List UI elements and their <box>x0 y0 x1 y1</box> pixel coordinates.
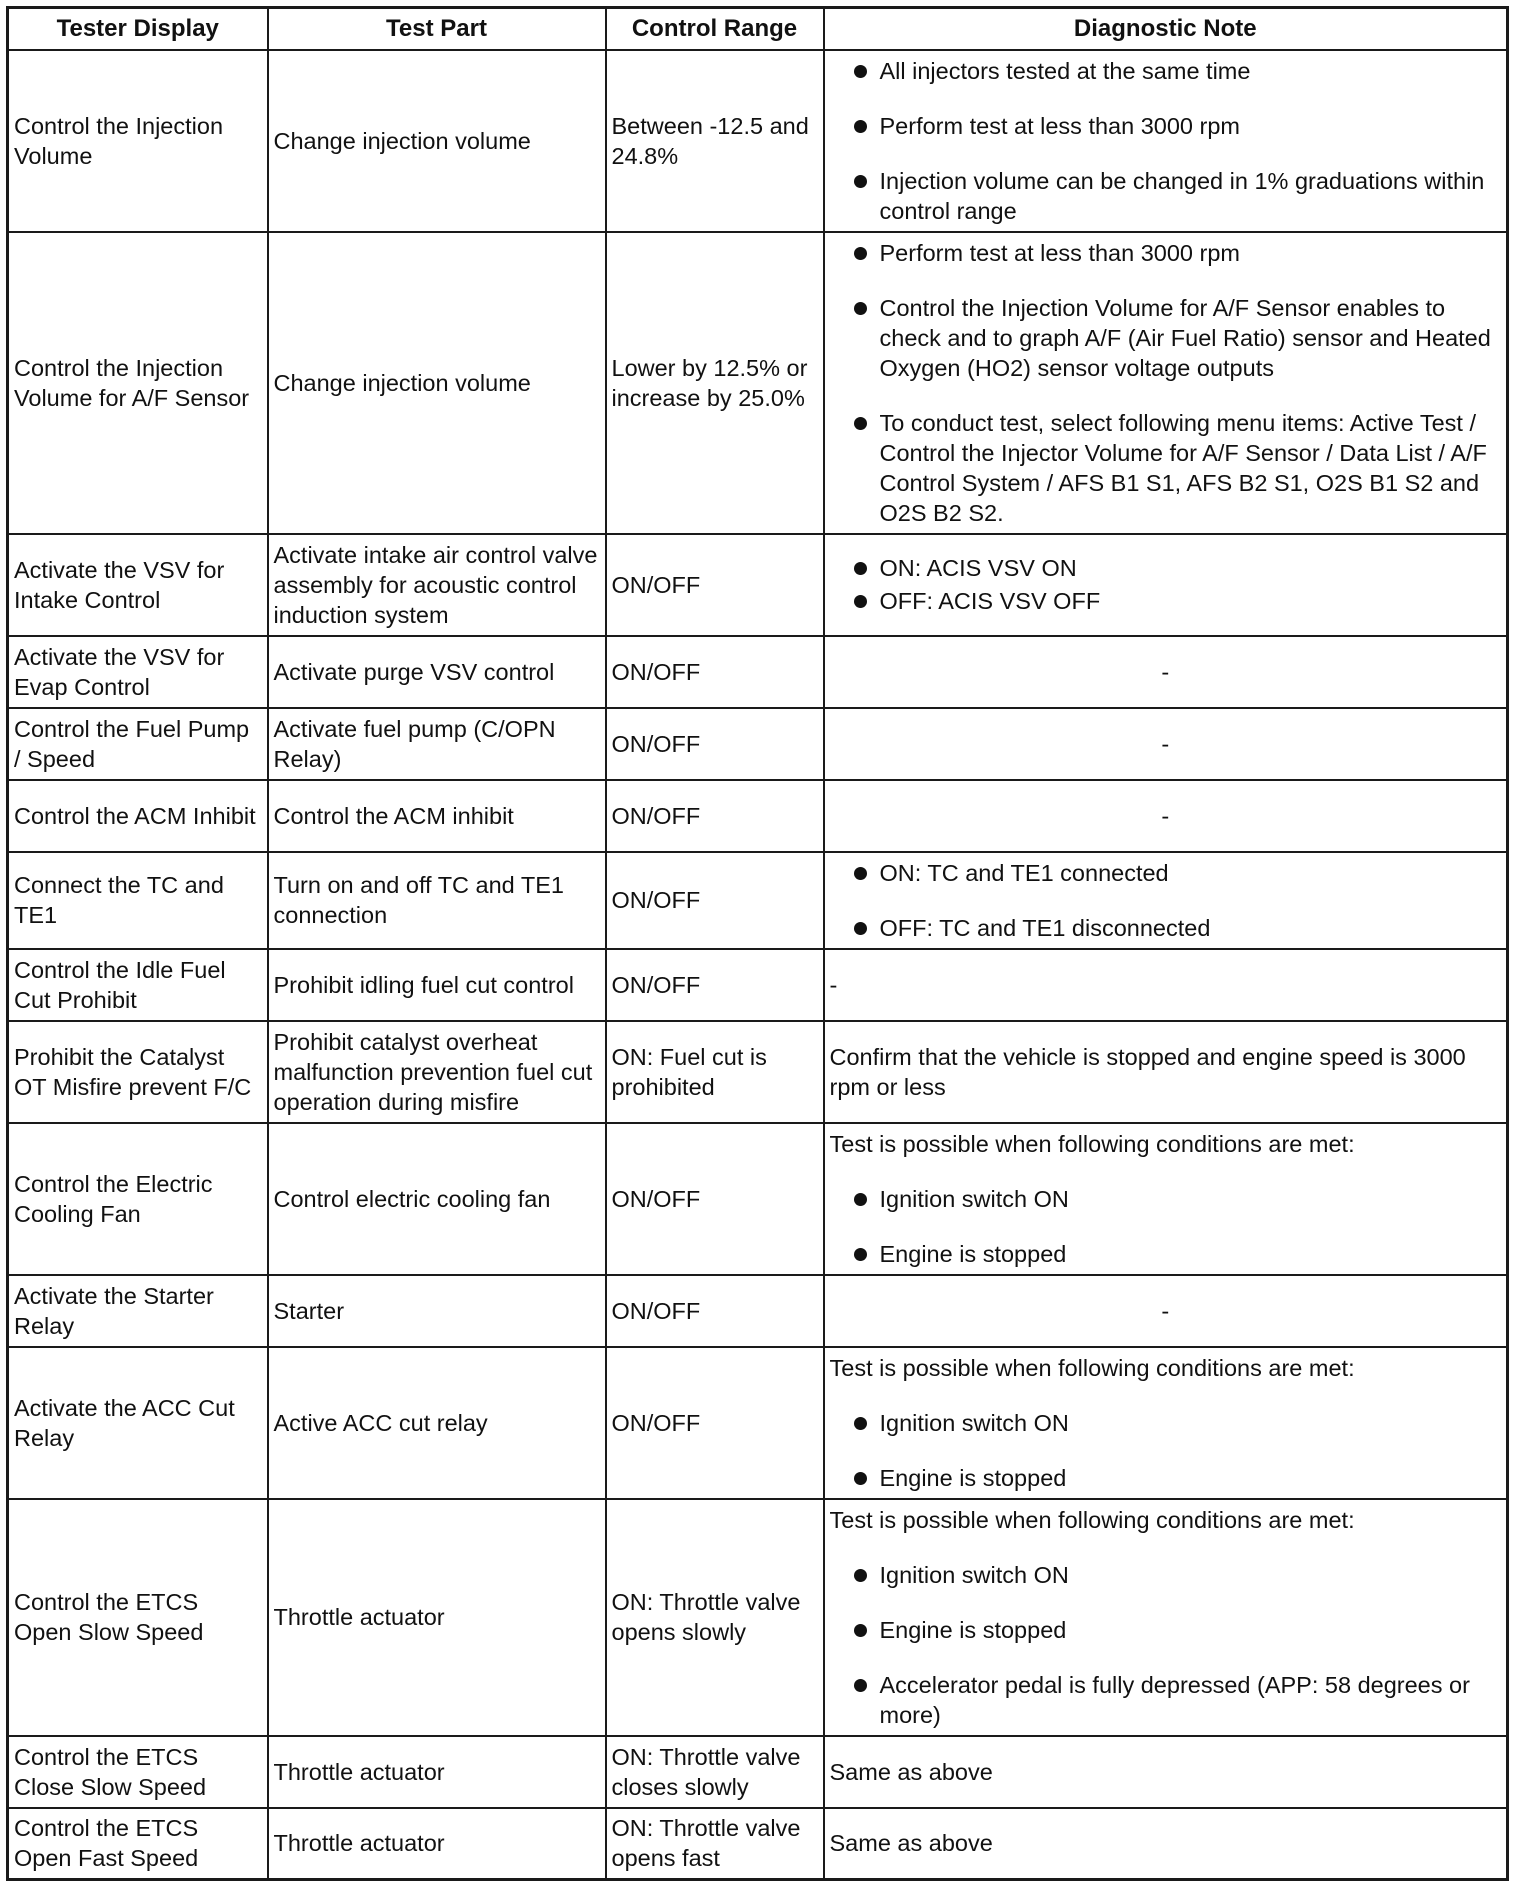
diagnostic-note-cell <box>824 534 1508 636</box>
table-row <box>8 1736 1508 1808</box>
table-row <box>8 1499 1508 1736</box>
note-list <box>830 1560 1502 1730</box>
control-range-cell: ON: Throttle valve opens slowly <box>606 1499 824 1736</box>
diagnostic-note-cell: - <box>824 780 1508 852</box>
test-part-cell: Active ACC cut relay <box>268 1347 606 1499</box>
note-lead: Test is possible when following conditions are met: <box>829 1130 1355 1157</box>
test-part-cell: Activate purge VSV control <box>268 636 606 708</box>
test-part-cell: Activate fuel pump (C/OPN Relay) <box>268 708 606 780</box>
tester-display-cell: Control the ETCS Open Slow Speed <box>8 1499 268 1736</box>
table-row <box>8 949 1508 1021</box>
tester-display-cell: Control the ACM Inhibit <box>8 780 268 852</box>
test-part-cell: Turn on and off TC and TE1 connection <box>268 852 606 949</box>
note-item: Ignition switch ON <box>830 1560 1502 1590</box>
tester-display-cell: Activate the ACC Cut Relay <box>8 1347 268 1499</box>
test-part-cell: Prohibit catalyst overheat malfunction prevention fuel cut operation during misfire <box>268 1021 606 1123</box>
diagnostic-note-cell <box>824 232 1508 534</box>
table-row <box>8 232 1508 534</box>
tester-display-cell: Control the Electric Cooling Fan <box>8 1123 268 1275</box>
table-row <box>8 1021 1508 1123</box>
control-range-cell: ON/OFF <box>606 1275 824 1347</box>
note-item: All injectors tested at the same time <box>830 56 1502 86</box>
note-item: Ignition switch ON <box>830 1184 1502 1214</box>
tester-display-cell: Control the Injection Volume <box>8 50 268 232</box>
control-range-cell: ON/OFF <box>606 852 824 949</box>
control-range-cell: Lower by 12.5% or increase by 25.0% <box>606 232 824 534</box>
tester-display-cell: Connect the TC and TE1 <box>8 852 268 949</box>
tester-display-cell: Control the ETCS Open Fast Speed <box>8 1808 268 1880</box>
control-range-cell: ON/OFF <box>606 949 824 1021</box>
note-item: Engine is stopped <box>830 1615 1502 1645</box>
header-tester-display: Tester Display <box>8 8 268 50</box>
note-item: Engine is stopped <box>830 1239 1502 1269</box>
tester-display-cell: Prohibit the Catalyst OT Misfire prevent F/C <box>8 1021 268 1123</box>
test-part-cell: Prohibit idling fuel cut control <box>268 949 606 1021</box>
test-part-cell: Throttle actuator <box>268 1499 606 1736</box>
control-range-cell: ON/OFF <box>606 1347 824 1499</box>
note-item: Ignition switch ON <box>830 1408 1502 1438</box>
table-row <box>8 852 1508 949</box>
table-row <box>8 1123 1508 1275</box>
test-part-cell: Throttle actuator <box>268 1808 606 1880</box>
control-range-cell: ON/OFF <box>606 780 824 852</box>
test-part-cell: Control electric cooling fan <box>268 1123 606 1275</box>
table-row <box>8 534 1508 636</box>
note-item: Perform test at less than 3000 rpm <box>830 111 1502 141</box>
control-range-cell: ON/OFF <box>606 534 824 636</box>
note-item: OFF: TC and TE1 disconnected <box>830 913 1502 943</box>
test-part-cell: Control the ACM inhibit <box>268 780 606 852</box>
note-item: Perform test at less than 3000 rpm <box>830 238 1502 268</box>
test-part-cell: Change injection volume <box>268 232 606 534</box>
header-diagnostic-note: Diagnostic Note <box>824 8 1508 50</box>
diagnostic-note-cell: Same as above <box>824 1808 1508 1880</box>
note-list <box>830 1408 1502 1493</box>
note-list <box>830 56 1502 226</box>
active-test-table-container <box>6 6 1506 1881</box>
note-item: To conduct test, select following menu items: Active Test / Control the Injector Volume for A/F Sensor / Data List / A/F Control System / AFS B1 S1, AFS B2 S1, O2S B1 S2 and O2S B2 S2. <box>830 408 1502 528</box>
note-lead: Test is possible when following conditions are met: <box>829 1506 1355 1533</box>
control-range-cell: ON/OFF <box>606 1123 824 1275</box>
tester-display-cell: Control the ETCS Close Slow Speed <box>8 1736 268 1808</box>
note-item: ON: ACIS VSV ON <box>830 553 1502 583</box>
tester-display-cell: Control the Fuel Pump / Speed <box>8 708 268 780</box>
table-row <box>8 708 1508 780</box>
diagnostic-note-cell: - <box>824 949 1508 1021</box>
control-range-cell: ON/OFF <box>606 636 824 708</box>
note-lead: Test is possible when following conditions are met: <box>829 1354 1355 1381</box>
note-list <box>830 858 1502 943</box>
diagnostic-note-cell: Confirm that the vehicle is stopped and engine speed is 3000 rpm or less <box>824 1021 1508 1123</box>
diagnostic-note-cell: - <box>824 1275 1508 1347</box>
table-row <box>8 1347 1508 1499</box>
control-range-cell: ON: Throttle valve opens fast <box>606 1808 824 1880</box>
tester-display-cell: Activate the VSV for Evap Control <box>8 636 268 708</box>
diagnostic-note-cell <box>824 1499 1508 1736</box>
note-item: Injection volume can be changed in 1% graduations within control range <box>830 166 1502 226</box>
header-test-part: Test Part <box>268 8 606 50</box>
test-part-cell: Activate intake air control valve assembly for acoustic control induction system <box>268 534 606 636</box>
test-part-cell: Starter <box>268 1275 606 1347</box>
test-part-cell: Throttle actuator <box>268 1736 606 1808</box>
note-item: Accelerator pedal is fully depressed (APP: 58 degrees or more) <box>830 1670 1502 1730</box>
diagnostic-note-cell <box>824 1123 1508 1275</box>
note-list <box>830 238 1502 528</box>
test-part-cell: Change injection volume <box>268 50 606 232</box>
note-item: OFF: ACIS VSV OFF <box>830 586 1502 616</box>
table-row <box>8 780 1508 852</box>
table-row <box>8 50 1508 232</box>
note-item: Engine is stopped <box>830 1463 1502 1493</box>
diagnostic-note-cell: Same as above <box>824 1736 1508 1808</box>
note-item: ON: TC and TE1 connected <box>830 858 1502 888</box>
table-row <box>8 1275 1508 1347</box>
table-row <box>8 1808 1508 1880</box>
control-range-cell: Between -12.5 and 24.8% <box>606 50 824 232</box>
header-row <box>8 8 1508 50</box>
control-range-cell: ON: Throttle valve closes slowly <box>606 1736 824 1808</box>
active-test-table <box>6 6 1509 1881</box>
diagnostic-note-cell: - <box>824 636 1508 708</box>
tester-display-cell: Activate the Starter Relay <box>8 1275 268 1347</box>
tester-display-cell: Control the Idle Fuel Cut Prohibit <box>8 949 268 1021</box>
note-list <box>830 553 1502 616</box>
diagnostic-note-cell <box>824 50 1508 232</box>
note-item: Control the Injection Volume for A/F Sensor enables to check and to graph A/F (Air Fuel Ratio) sensor and Heated Oxygen (HO2) sensor voltage outputs <box>830 293 1502 383</box>
control-range-cell: ON: Fuel cut is prohibited <box>606 1021 824 1123</box>
tester-display-cell: Activate the VSV for Intake Control <box>8 534 268 636</box>
note-list <box>830 1184 1502 1269</box>
header-control-range: Control Range <box>606 8 824 50</box>
diagnostic-note-cell: - <box>824 708 1508 780</box>
tester-display-cell: Control the Injection Volume for A/F Sensor <box>8 232 268 534</box>
diagnostic-note-cell <box>824 1347 1508 1499</box>
diagnostic-note-cell <box>824 852 1508 949</box>
control-range-cell: ON/OFF <box>606 708 824 780</box>
table-row <box>8 636 1508 708</box>
